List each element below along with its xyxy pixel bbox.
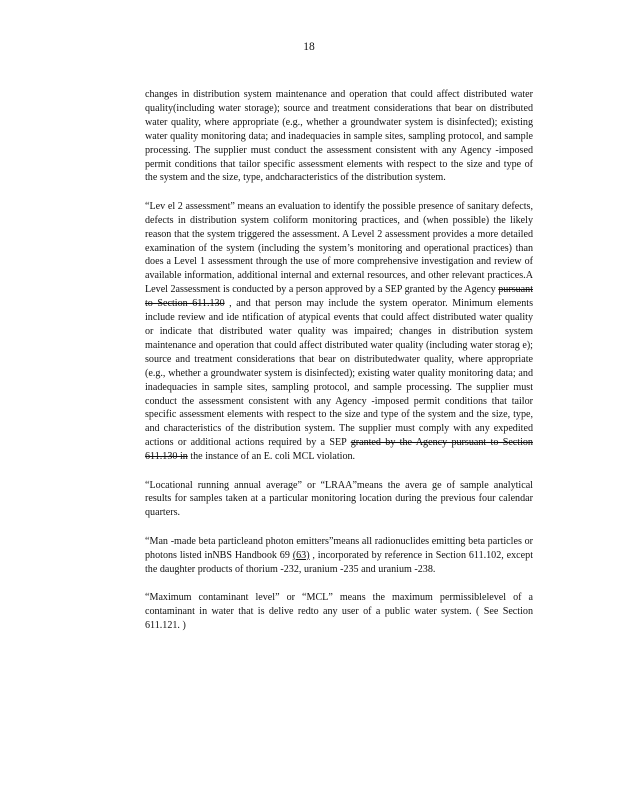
paragraph-level2-assessment (145, 200, 533, 464)
page-number: 18 (303, 41, 315, 53)
paragraph-level1-continuation (145, 88, 533, 185)
underlined-text: (63) (292, 549, 310, 561)
text-segment: “Man -made beta particleand photon emitters”means all radionuclides emitting beta particles or photons listed inNBS Handbook 69 (145, 535, 533, 561)
text-segment: , and that person may include the system operator. Minimum elements include review and ide ntification of atypical events that could affect distributed water quality or indicate that distributed water quality was impaired; changes in distribution system maintenance and operation that could affect distributed water quality (including water storag e); source and treatment considerations that bear on distributedwater quality, where appropriate (e.g., whether a groundwater system is disinfected); existing water quality monitoring data; and inadequacies in sample sites, sampling protocol, and sample processing. The supplier must conduct the assessment consistent with any Agency -imposed permit conditions that tailor specific assessment elements with respect to the size and type of the system and the size, type, and characteristics of the distribution system. The supplier must comply with any expedited actions or additional actions required by a SEP (145, 298, 533, 449)
struck-text: granted by the Agency pursuant to Section 611.130 in (145, 437, 533, 463)
paragraph-mcl-definition (145, 591, 533, 633)
paragraph-beta-photon-emitters (145, 535, 533, 577)
text-segment: , incorporated by reference in Section 611.102, except the daughter products of thorium -232, uranium -235 and uranium -238. (145, 549, 533, 575)
text-segment: “Locational running annual average” or “LRAA”means the avera ge of sample analytical results for samples taken at a particular monitoring location during the previous four calendar quarters. (145, 479, 533, 519)
text-segment: “Maximum contaminant level” or “MCL” means the maximum permissiblelevel of a contaminant in water that is delive redto any user of a public water system. ( See Section 611.121. ) (145, 592, 533, 631)
document-body (145, 88, 533, 647)
text-segment: changes in distribution system maintenance and operation that could affect distributed water quality(including water storage); source and treatment considerations that bear on distributed water quality, where appropriate (e.g., whether a groundwater system is disinfected); existing water quality monitoring data; and inadequacies in sample sites, sampling protocol, and sample processing. The supplier must conduct the assessment consistent with any Agency -imposed permit conditions that tailor specific assessment elements with respect to the size and type of the system and the size, type, andcharacteristics of the distribution system. (145, 89, 533, 184)
text-segment: the instance of an E. coli MCL violation. (187, 451, 356, 463)
paragraph-lraa-definition (145, 479, 533, 521)
struck-text: pursuant to Section 611.130 (145, 284, 533, 310)
text-segment: “Lev el 2 assessment” means an evaluation to identify the possible presence of sanitary defects, defects in distribution system coliform monitoring practices, and (when possible) the likely reason that the system triggered the assessment. A Level 2 assessment provides a more detailed examination of the system (including the system’s monitoring and operational practices) than does a Level 1 assessment through the use of more comprehensive investigation and review of available information, additional internal and external resources, and other relevant practices.A Level 2assessment is conducted by a person approved by a SEP granted by the Agency (145, 200, 533, 296)
